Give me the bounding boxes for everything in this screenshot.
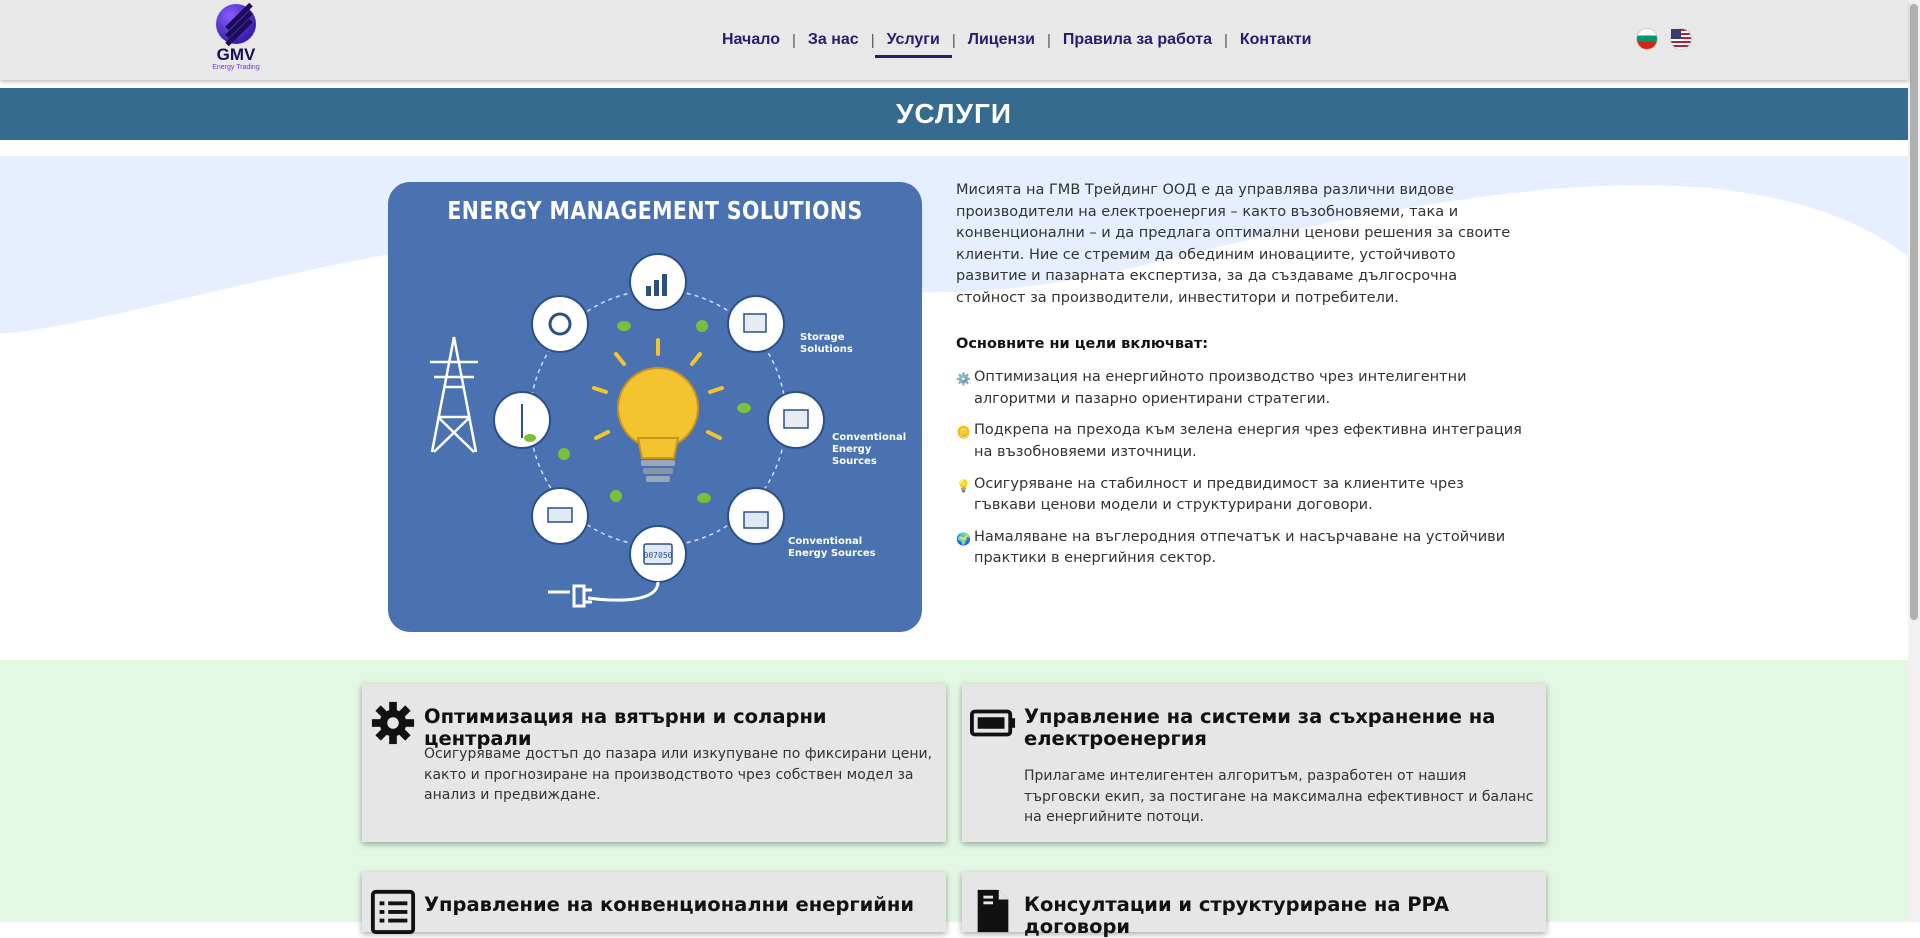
contract-icon xyxy=(970,888,1016,934)
page-scrollbar[interactable] xyxy=(1908,0,1920,922)
service-title: Управление на конвенционални енергийни xyxy=(424,893,915,916)
bg-flag-icon[interactable] xyxy=(1636,28,1658,50)
nav-licenses[interactable]: Лицензи xyxy=(967,31,1035,48)
illustration-title: ENERGY MANAGEMENT SOLUTIONS xyxy=(447,196,863,225)
mission-paragraph: Мисията на ГМВ Трейдинг ООД е да управлява различни видове производители на електроенергия – както възобновяеми, така и конвенционални – и да предлага оптимални ценови решения за своите клиенти. Ние се стремим да обединим иновациите, устойчивото развитие и пазарната експертиза, за да създаваме дългосрочна стойност за производители, инвеститори и потребители. xyxy=(956,182,1511,306)
battery-icon xyxy=(970,700,1016,746)
service-card-storage[interactable] xyxy=(962,684,1546,842)
main-nav xyxy=(710,26,1324,54)
goal-text: Осигуряване на стабилност и предвидимост за клиентите чрез гъвкави ценови модели и структурирани договори. xyxy=(974,475,1464,514)
service-title: Консултации и структуриране на PPA договори xyxy=(1024,893,1450,938)
gear-icon xyxy=(370,700,416,746)
svg-text:Storage: Storage xyxy=(800,332,845,343)
goal-text: Оптимизация на енергийното производство чрез интелигентни алгоритми и пазарно ориентирани стратегии. xyxy=(974,369,1467,407)
goal-text: Подкрепа на прехода към зелена енергия чрез ефективна интеграция на възобновяеми източници. xyxy=(974,422,1522,460)
goal-item xyxy=(956,367,1524,410)
svg-text:Conventional: Conventional xyxy=(788,536,863,547)
service-text: Осигуряваме достъп до пазара или изкупуване по фиксирани цени, както и прогнозиране на производството чрез собствен модел за анализ и предвиждане. xyxy=(424,746,933,804)
svg-text:Conventional: Conventional xyxy=(832,432,907,443)
nav-home[interactable]: Начало xyxy=(722,31,780,48)
logo-mark-icon xyxy=(216,4,256,44)
nav-separator: | xyxy=(791,31,796,49)
nav-services[interactable]: Услуги xyxy=(875,31,952,49)
scrollbar-thumb[interactable] xyxy=(1910,4,1918,620)
us-flag-icon[interactable] xyxy=(1670,28,1692,50)
bulb-emoji-icon: 💡 xyxy=(956,478,971,493)
logo-subtext: Energy Trading xyxy=(212,64,260,71)
service-text: Прилагаме интелигентен алгоритъм, разработен от нашия търговски екип, за постигане на максимална ефективност и баланс на енергийните потоци. xyxy=(1024,768,1534,826)
background-wave xyxy=(0,156,1908,660)
logo-text: GMV xyxy=(216,45,256,64)
list-icon xyxy=(370,888,416,934)
nav-rules[interactable]: Правила за работа xyxy=(1062,31,1212,48)
globe-emoji-icon: 🌍 xyxy=(956,531,971,546)
svg-text:Energy: Energy xyxy=(832,444,872,455)
gmv-logo[interactable] xyxy=(208,4,264,76)
mission-text xyxy=(956,180,1524,580)
energy-management-illustration xyxy=(388,182,922,632)
service-title: Управление на системи за съхранение на електроенергия xyxy=(1024,705,1496,750)
service-card-conventional[interactable] xyxy=(362,872,946,932)
service-card-ppa[interactable] xyxy=(962,872,1546,938)
svg-text:Energy Sources: Energy Sources xyxy=(788,548,876,559)
svg-text:Sources: Sources xyxy=(832,456,877,467)
goal-item xyxy=(956,527,1524,570)
nav-contacts[interactable]: Контакти xyxy=(1239,31,1312,48)
goal-item xyxy=(956,420,1524,463)
nav-separator: | xyxy=(951,31,956,49)
mission-section xyxy=(0,156,1908,660)
nav-separator: | xyxy=(1046,31,1051,49)
page-title-banner xyxy=(0,88,1908,140)
goal-text: Намаляване на въглеродния отпечатък и насърчаване на устойчиви практики в енергийния сектор. xyxy=(974,528,1506,567)
meter-readout: 007050 xyxy=(643,551,673,560)
nav-separator: | xyxy=(870,31,875,49)
nav-about[interactable]: За нас xyxy=(807,31,859,48)
service-title: Оптимизация на вятърни и соларни централи xyxy=(424,705,827,750)
goals-title: Основните ни цели включват: xyxy=(956,335,1209,352)
nav-separator: | xyxy=(1223,31,1228,49)
services-section xyxy=(0,660,1908,938)
service-card-wind-solar[interactable] xyxy=(362,684,946,842)
svg-text:Solutions: Solutions xyxy=(800,344,853,355)
site-header xyxy=(0,0,1908,80)
goal-item xyxy=(956,474,1524,517)
illustration-graphic xyxy=(388,182,922,632)
coin-emoji-icon: 🪙 xyxy=(956,425,971,440)
page-title: УСЛУГИ xyxy=(895,98,1012,129)
gear-emoji-icon: ⚙️ xyxy=(956,372,971,387)
